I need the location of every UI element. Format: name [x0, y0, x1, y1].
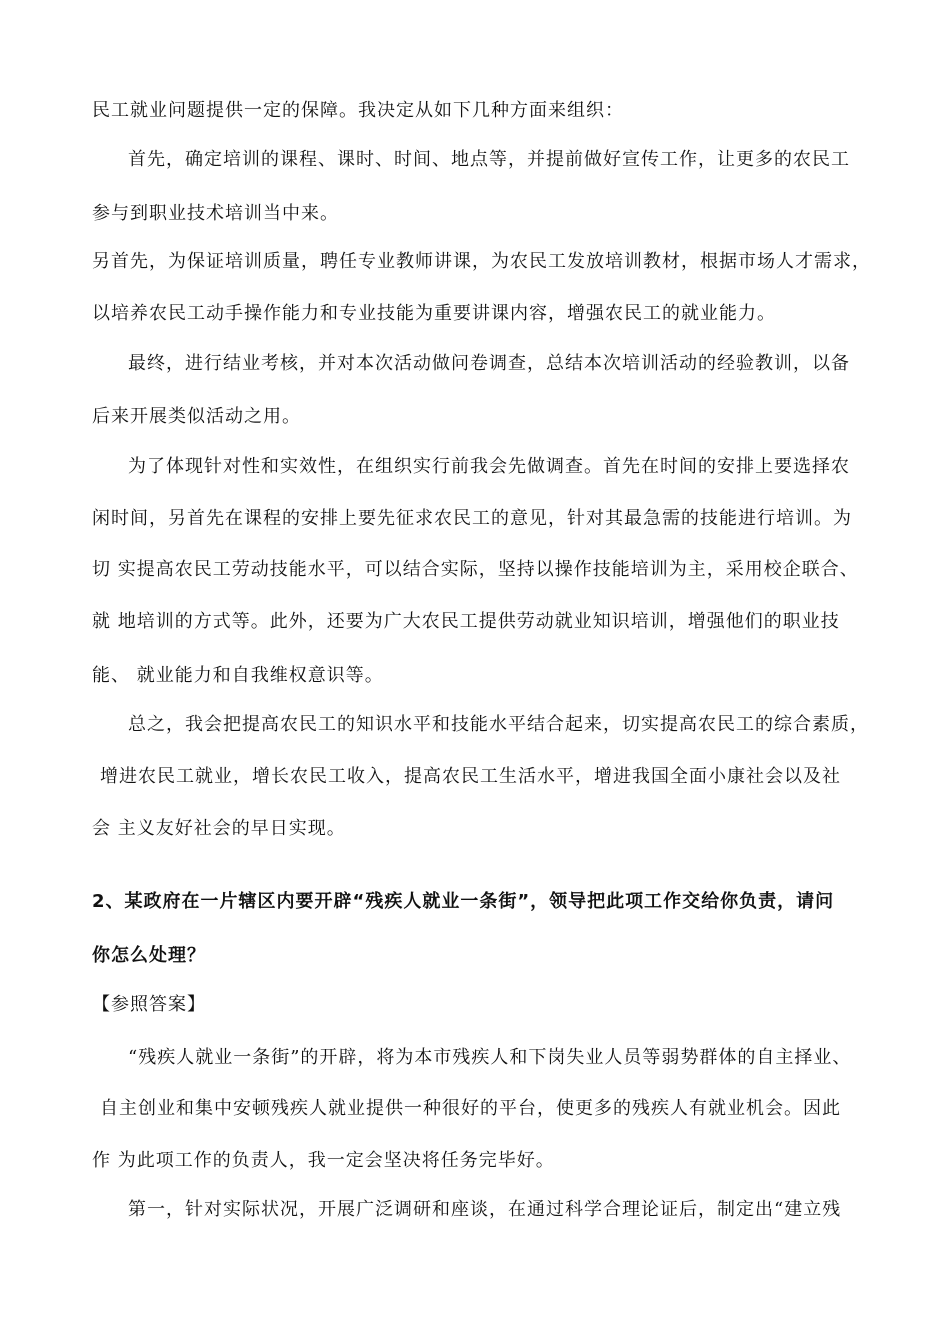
- text-line-1: 民工就业问题提供一定的保障。我决定从如下几种方面来组织：: [92, 100, 624, 121]
- text-line-7: 后来开展类似活动之用。: [92, 406, 301, 427]
- text-line-6: 最终，进行结业考核，并对本次活动做问卷调查，总结本次培训活动的经验教训，以备: [128, 353, 850, 374]
- text-line-19: “残疾人就业一条街”的开辟，将为本市残疾人和下岗失业人员等弱势群体的自主择业、: [128, 1047, 852, 1068]
- question-heading-line-1: 2、某政府在一片辖区内要开辟“残疾人就业一条街”，领导把此项工作交给你负责，请问: [92, 891, 835, 912]
- text-line-11: 就 地培训的方式等。此外，还要为广大农民工提供劳动就业知识培训，增强他们的职业技: [92, 611, 840, 632]
- question-heading-line-2: 你怎么处理？: [92, 945, 206, 966]
- text-line-13: 总之，我会把提高农民工的知识水平和技能水平结合起来，切实提高农民工的综合素质，: [128, 714, 869, 735]
- text-line-5: 以培养农民工动手操作能力和专业技能为重要讲课内容，增强农民工的就业能力。: [92, 303, 776, 324]
- text-line-9: 闲时间，另首先在课程的安排上要先征求农民工的意见，针对其最急需的技能进行培训。为: [92, 508, 852, 529]
- text-line-10: 切 实提高农民工劳动技能水平，可以结合实际，坚持以操作技能培训为主，采用校企联合、: [92, 559, 859, 580]
- text-line-20: 自主创业和集中安顿残疾人就业提供一种很好的平台，使更多的残疾人有就业机会。因此: [100, 1098, 841, 1119]
- text-line-15: 会 主义友好社会的早日实现。: [92, 818, 346, 839]
- text-line-2: 首先，确定培训的课程、课时、时间、地点等，并提前做好宣传工作，让更多的农民工: [128, 149, 850, 170]
- text-line-21: 作 为此项工作的负责人，我一定会坚决将任务完毕好。: [92, 1150, 555, 1171]
- text-line-14: 增进农民工就业，增长农民工收入，提高农民工生活水平，增进我国全面小康社会以及社: [100, 766, 841, 787]
- text-line-8: 为了体现针对性和实效性，在组织实行前我会先做调查。首先在时间的安排上要选择农: [128, 456, 850, 477]
- text-line-4: 另首先，为保证培训质量，聘任专业教师讲课，为农民工发放培训教材，根据市场人才需求，: [92, 251, 871, 272]
- reference-answer-label: 【参照答案】: [92, 994, 206, 1015]
- text-line-22: 第一，针对实际状况，开展广泛调研和座谈，在通过科学合理论证后，制定出“建立残: [128, 1199, 842, 1220]
- text-line-12: 能、 就业能力和自我维权意识等。: [92, 665, 384, 686]
- text-line-3: 参与到职业技术培训当中来。: [92, 203, 339, 224]
